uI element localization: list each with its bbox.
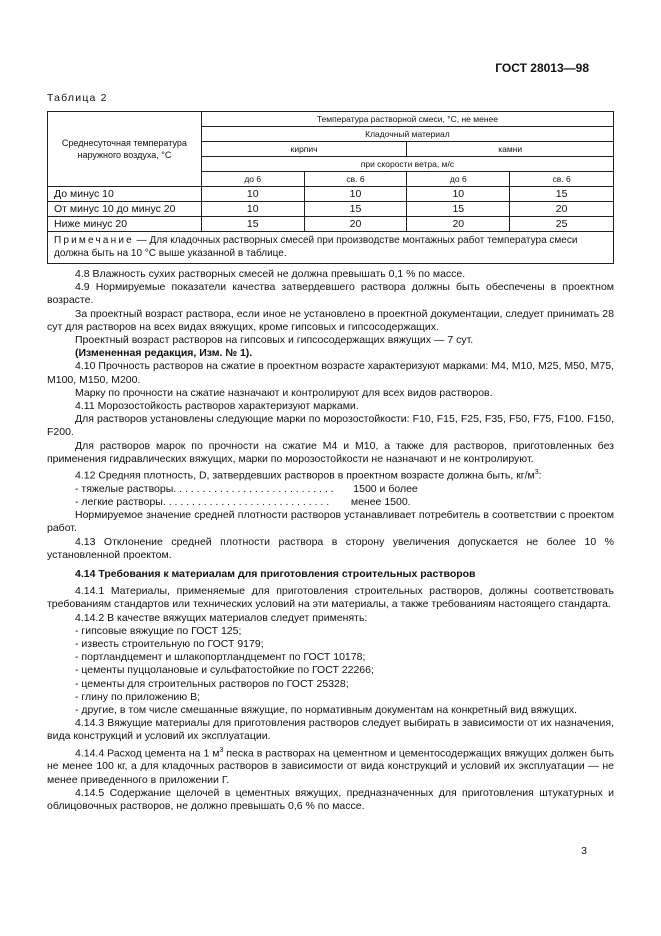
list-item: - глину по приложению В; — [75, 690, 201, 703]
document-body — [47, 268, 614, 813]
paragraph-4-14-4-rest: песка в растворах на цементном и цементосодержащих вяжущих должен быть не менее 100 кг, а для кладочных растворов в зависимости от вида конструкций и условий их эксплуатации — не менее приведенного в приложении Г. — [47, 747, 614, 786]
density-heavy — [47, 483, 614, 496]
table-cell: 10 — [201, 187, 304, 202]
row-label: От минус 10 до минус 20 — [48, 202, 202, 217]
paragraph-4-11-grades: Для растворов установлены следующие марки по морозостойкости: F10, F15, F25, F35, F50, F75, F100. F150, F200. — [47, 413, 614, 439]
table-cell: 15 — [510, 187, 614, 202]
paragraph-4-14-4-text: 4.14.4 Расход цемента на 1 м — [75, 747, 220, 760]
density-light-label: - легкие растворы — [75, 495, 163, 508]
paragraph-4-14-4 — [47, 744, 614, 787]
paragraph-4-12-colon: : — [538, 469, 542, 482]
paragraph-4-13: 4.13 Отклонение средней плотности раствора в сторону увеличения допускается не более 10 % установленной проектом. — [47, 535, 614, 561]
superscript: 3 — [534, 469, 539, 477]
document-code: ГОСТ 28013—98 — [495, 61, 589, 75]
list-item: - цементы пуццолановые и сульфатостойкие по ГОСТ 22266; — [75, 664, 374, 677]
row-label: Ниже минус 20 — [48, 217, 202, 232]
header-wind-speed: при скорости ветра, м/с — [201, 157, 613, 172]
subheader-cell: св. 6 — [304, 172, 407, 187]
subheader-cell: св. 6 — [510, 172, 614, 187]
note-text: — Для кладочных растворных смесей при производстве монтажных работ температура смеси должна быть на 10 °С выше указанной в таблице. — [54, 235, 578, 259]
density-light-value: менее 1500. — [350, 495, 411, 508]
list-item: - цементы для строительных растворов по ГОСТ 25328; — [75, 677, 349, 690]
paragraph-4-12-consumer: Нормируемое значение средней плотности растворов устанавливает потребитель в соответствии с проектом работ. — [47, 509, 614, 535]
subheader-cell: до 6 — [201, 172, 304, 187]
paragraph-4-14-5: 4.14.5 Содержание щелочей в цементных вяжущих, предназначенных для приготовления штукатурных и облицовочных растворов, не должно превышать 0,6 % по массе. — [47, 786, 614, 812]
table-row — [48, 202, 614, 217]
header-air-temperature: Среднесуточная температура наружного воздуха, °С — [48, 112, 202, 187]
superscript: 3 — [219, 746, 224, 754]
density-heavy-label: - тяжелые растворы — [75, 482, 174, 495]
table-cell: 25 — [510, 217, 614, 232]
table-caption: Таблица 2 — [47, 92, 108, 104]
paragraph-4-9-gypsum: Проектный возраст растворов на гипсовых и гипсосодержащих вяжущих — 7 сут. — [75, 334, 474, 347]
list-item: - известь строительную по ГОСТ 9179; — [75, 637, 264, 650]
table-cell: 10 — [304, 187, 407, 202]
table-cell: 15 — [304, 202, 407, 217]
table-row — [48, 217, 614, 232]
paragraph-4-11-exceptions: Для растворов марок по прочности на сжатие М4 и М10, а также для растворов, приготовленных без применения гидравлических вяжущих, марки по морозостойкости не назначают и не контролируют. — [47, 439, 614, 465]
subheader-cell: до 6 — [407, 172, 510, 187]
paragraph-4-8: 4.8 Влажность сухих растворных смесей не должна превышать 0,1 % по массе. — [75, 268, 466, 280]
row-label: До минус 10 — [48, 187, 202, 202]
header-stone: камни — [407, 142, 614, 157]
table-cell: 20 — [304, 217, 407, 232]
table-cell: 15 — [407, 202, 510, 217]
leader-dots: . . . . . . . . . . . . . . . . . . . . . . . . . . . . — [173, 482, 334, 495]
table-cell: 20 — [407, 217, 510, 232]
density-heavy-value: 1500 и более — [353, 482, 418, 495]
table-cell: 20 — [510, 202, 614, 217]
paragraph-4-12 — [47, 466, 614, 483]
amendment-note: (Измененная редакция, Изм. № 1). — [75, 347, 253, 360]
note-label: Примечание — [54, 235, 134, 246]
section-heading-4-14: 4.14 Требования к материалам для приготовления строительных растворов — [75, 567, 476, 580]
header-mix-temperature: Температура растворной смеси, °С, не менее — [201, 112, 613, 127]
paragraph-4-14-3: 4.14.3 Вяжущие материалы для приготовления растворов следует выбирать в зависимости от их назначения, вида конструкций и условий их эксплуатации. — [47, 717, 614, 743]
paragraph-4-9: 4.9 Нормируемые показатели качества затвердевшего раствора должны быть обеспечены в проектном возрасте. — [47, 281, 614, 307]
paragraph-4-11: 4.11 Морозостойкость растворов характеризуют марками. — [75, 400, 359, 413]
header-brick: кирпич — [201, 142, 407, 157]
paragraph-4-14-1: 4.14.1 Материалы, применяемые для приготовления строительных растворов, должны соответствовать требованиям стандартов или технических условий на эти материалы, а также требованиям настоящего стандарта. — [47, 585, 614, 611]
paragraph-4-14-2: 4.14.2 В качестве вяжущих материалов следует применять: — [75, 611, 368, 624]
temperature-table — [47, 111, 614, 264]
density-light — [47, 496, 614, 509]
list-item: - другие, в том числе смешанные вяжущие, по нормативным документам на конкретный вид вяжущих. — [75, 704, 577, 716]
table-row — [48, 187, 614, 202]
list-item: - портландцемент и шлакопортландцемент по ГОСТ 10178; — [75, 651, 366, 664]
table-cell: 10 — [407, 187, 510, 202]
list-item: - гипсовые вяжущие по ГОСТ 125; — [75, 624, 242, 637]
table-note — [48, 232, 614, 264]
table-cell: 10 — [201, 202, 304, 217]
paragraph-4-12-text: 4.12 Средняя плотность, D, затвердевших растворов в проектном возрасте должна быть, кг/м — [75, 469, 535, 482]
header-masonry-material: Кладочный материал — [201, 127, 613, 142]
paragraph-4-9-age: За проектный возраст раствора, если иное не установлено в проектной документации, следует принимать 28 сут для растворов на всех видах вяжущих, кроме гипсовых и гипсосодержащих. — [47, 307, 614, 333]
table-cell: 15 — [201, 217, 304, 232]
page-number: 3 — [581, 845, 587, 857]
paragraph-4-10-grade: Марку по прочности на сжатие назначают и контролируют для всех видов растворов. — [75, 386, 493, 399]
paragraph-4-10: 4.10 Прочность растворов на сжатие в проектном возрасте характеризуют марками: М4, М10, М25, М50, М75, М100, М150, М200. — [47, 360, 614, 386]
leader-dots: . . . . . . . . . . . . . . . . . . . . . . . . . . . . . — [162, 495, 330, 508]
